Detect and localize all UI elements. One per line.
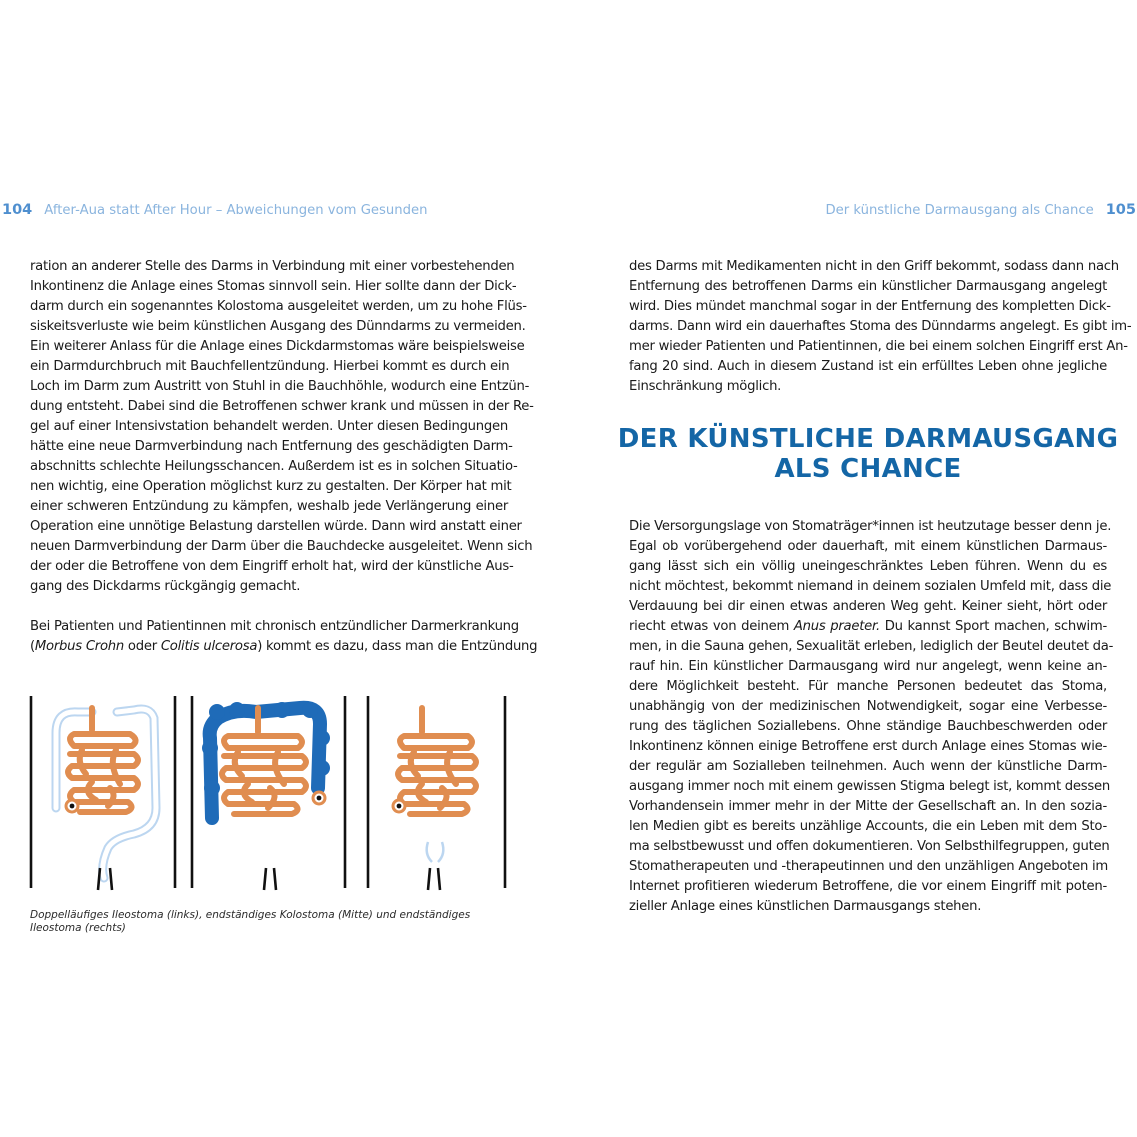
small-intestine [222,708,306,814]
small-intestine [398,708,476,814]
rectal-stump [427,842,444,862]
section-heading-line1: DER KÜNSTLICHE DARMAUSGANG [617,424,1119,454]
text-line: siskeitsverluste wie beim künstlichen Ausgang des Dünndarms zu vermeiden. [30,319,526,334]
text-line: Bei Patienten und Patientinnen mit chronisch entzündlicher Darmerkrankung [30,619,519,634]
text-line: abschnitts schlechte Heilungsschancen. Außerdem ist es in solchen Situatio- [30,459,518,474]
running-head-right [825,202,1136,218]
text-line: darm durch ein sogenanntes Kolostoma ausgeleitet werden, um zu hohe Flüs- [30,299,527,314]
text-line: Stomatherapeuten und -therapeutinnen und den unzähligen Angeboten im [629,859,1108,874]
left-paragraph-1 [30,257,534,597]
section-heading-line2: ALS CHANCE [774,454,962,484]
text-line: fang 20 sind. Auch in diesem Zustand ist ein erfülltes Leben ohne jegliche [629,359,1107,374]
running-head-left [2,202,427,218]
text-line: Operation eine unnötige Belastung darstellen würde. Dann wird anstatt einer [30,519,522,534]
figure-caption: Doppelläufiges Ileostoma (links), endständiges Kolostoma (Mitte) und endständiges Ileostoma (rechts) [30,909,471,934]
small-intestine [68,708,138,812]
panel-ileostoma-doppellaeufig [56,708,156,890]
text-line: gang des Dickdarms rückgängig gemacht. [30,579,301,594]
running-title-right: Der künstliche Darmausgang als Chance [825,203,1094,218]
text-line: neuen Darmverbindung der Darm über die Bauchdecke ausgeleitet. Wenn sich [30,539,533,554]
text-line: nicht möchtest, bekommt niemand in deinem sozialen Umfeld mit, dass die [629,579,1112,594]
text-line: Egal ob vorübergehend oder dauerhaft, mit einem künstlichen Darmaus- [629,539,1107,554]
text-line: gel auf einer Intensivstation behandelt werden. Unter diesen Bedingungen [30,419,508,434]
left-paragraph-2 [30,617,538,657]
text-line: men, in die Sauna gehen, Sexualität erleben, lediglich der Beutel deutet da- [629,639,1114,654]
text-line: der oder die Betroffene von dem Eingriff erholt hat, wird der künstliche Aus- [30,559,514,574]
right-paragraph-2 [629,517,1114,917]
text-line: rauf hin. Ein künstlicher Darmausgang wird nur angelegt, wenn keine an- [629,659,1107,674]
text-line: Die Versorgungslage von Stomaträger*innen ist heutzutage besser denn je. [629,519,1112,534]
text-line: dere Möglichkeit besteht. Für manche Personen bedeutet das Stoma, [629,679,1107,694]
text-line: Ein weiterer Anlass für die Anlage eines Dickdarmstomas wäre beispielsweise [30,339,525,354]
text-line: dung entsteht. Dabei sind die Betroffenen schwer krank und müssen in der Re- [30,399,534,414]
text-line: unabhängig von der medizinischen Notwendigkeit, sogar eine Verbesse- [629,699,1107,714]
text-line: hätte eine neue Darmverbindung nach Entfernung des geschädigten Darm- [30,439,513,454]
rectum [264,868,276,890]
text-line: riecht etwas von deinem Anus praeter. Du kannst Sport machen, schwim- [629,619,1107,634]
text-line: nen wichtig, eine Operation möglichst kurz zu gestalten. Der Körper hat mit [30,479,512,494]
running-title-left: After-Aua statt After Hour – Abweichungen vom Gesunden [44,203,428,218]
text-line: mer wieder Patienten und Patientinnen, die bei einem solchen Eingriff erst An- [629,339,1128,354]
term-anus-praeter: Anus praeter. [793,619,880,634]
right-paragraph-1 [629,257,1132,397]
text-line: Vorhandensein immer mehr in der Mitte der Gesellschaft an. In den sozia- [629,799,1107,814]
panel-ileostoma-endstaendig [393,708,476,890]
text-line: Loch im Darm zum Austritt von Stuhl in die Bauchhöhle, wodurch eine Entzün- [30,379,530,394]
page-number-right: 105 [1105,202,1136,218]
text-line: der regulär am Sozialleben teilnehmen. Auch wenn der künstliche Darm- [629,759,1107,774]
text-line: Einschränkung möglich. [629,379,782,394]
text-line: ma selbstbewusst und offen dokumentieren. Von Selbsthilfegruppen, guten [629,839,1110,854]
text-line: ein Darmdurchbruch mit Bauchfellentzündung. Hierbei kommt es durch ein [30,359,510,374]
text-line: Entfernung des betroffenen Darms ein künstlicher Darmausgang angelegt [629,279,1107,294]
text-line: des Darms mit Medikamenten nicht in den Griff bekommt, sodass dann nach [629,259,1119,274]
term-morbus-crohn: Morbus Crohn [34,639,124,654]
page-number-left: 104 [2,202,33,218]
stoma-illustration [22,688,522,898]
text-line: gang lässt sich ein völlig uneingeschränktes Leben führen. Wenn du es [629,559,1107,574]
text-line: zieller Anlage eines künstlichen Darmausgangs stehen. [629,899,982,914]
rectum [428,868,440,890]
section-heading [600,424,1136,484]
text-line: ausgang immer noch mit einem gewissen Stigma belegt ist, kommt dessen [629,779,1111,794]
text-line: (Morbus Crohn oder Colitis ulcerosa) kommt es dazu, dass man die Entzündung [30,639,538,654]
text-line: ration an anderer Stelle des Darms in Verbindung mit einer vorbestehenden [30,259,515,274]
text-line: Verdauung bei dir einen etwas anderen Weg geht. Keiner sieht, hört oder [629,599,1107,614]
text-line: Internet profitieren wiederum Betroffene, die vor einem Eingriff mit poten- [629,879,1107,894]
panel-kolostoma-endstaendig [202,702,330,890]
text-line: wird. Dies mündet manchmal sogar in der Entfernung des kompletten Dick- [629,299,1111,314]
text-line: rung des täglichen Soziallebens. Ohne ständige Bauchbeschwerden oder [629,719,1107,734]
text-line: len Medien gibt es bereits unzählige Accounts, die ein Leben mit dem Sto- [629,819,1107,834]
text-line: einer schweren Entzündung zu kämpfen, weshalb jede Verlängerung einer [30,499,508,514]
term-colitis-ulcerosa: Colitis ulcerosa [160,639,258,654]
text-line: darms. Dann wird ein dauerhaftes Stoma des Dünndarms angelegt. Es gibt im- [629,319,1132,334]
text-line: Inkontinenz die Anlage eines Stomas sinnvoll sein. Hier sollte dann der Dick- [30,279,517,294]
text-line: Inkontinenz können einige Betroffene erst durch Anlage eines Stomas wie- [629,739,1107,754]
